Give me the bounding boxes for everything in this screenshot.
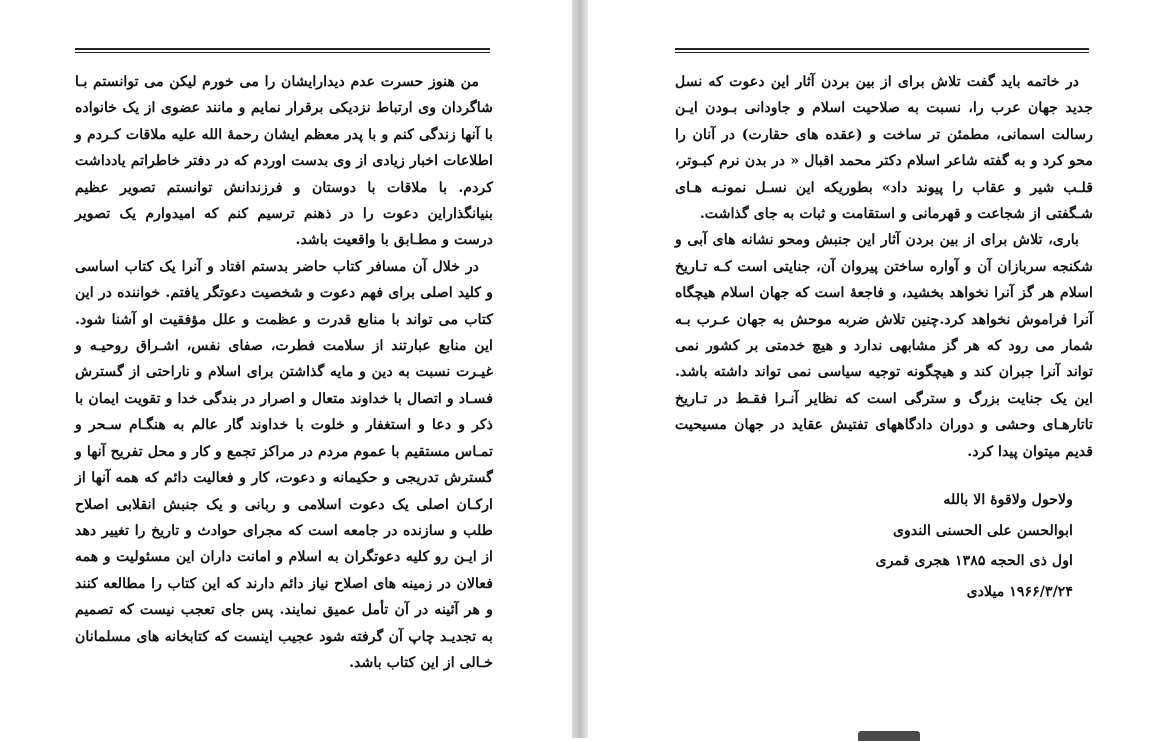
header-rule bbox=[75, 48, 490, 50]
paragraph: باری، تلاش برای از بین بردن آثار این جنبش ومحو نشانه های آبی و شکنجه سربازان آن و آواره ساختن پیروان آن، جنایتی است کـه تـاریخ اسلام هر گز آنرا نخواهد بخشید، و فاجعهٔ است که جهان اسلام هیچگاه آنرا فراموش نخواهد کرد.چنین تلاش ضربه موحش به جهان عـرب بـه شمار می رود که هر گز مشابهی ندارد و هیچ خدمتی بر کشور نمی تواند آنرا جبران کند و هیچگونه توجیه سیاسی نمی تواند داشته باشد. این یک جنایت بزرگ و سترگی است که نظایر آنـرا فقـط در تـاریخ تاتارهـای وحشی و دوران دادگاههای تفتیش عقاید در جهان مسیحیت قدیم میتوان پیدا کرد. bbox=[675, 232, 1093, 460]
left-page-text bbox=[75, 69, 493, 676]
page-gutter bbox=[572, 0, 588, 738]
right-page bbox=[588, 0, 1166, 738]
hijri-date: اول ذی الحجه ۱۳۸۵ هجری قمری bbox=[875, 553, 1073, 569]
closing-signature bbox=[738, 485, 1073, 607]
paragraph: در خلال آن مسافر کتاب حاضر بدستم افتاد و آنرا یک کتاب اساسی و کلید اصلی برای فهم دعوت و شخصیت دعوتگر یافتم. خواننده در این کتاب می تواند با منابع قدرت و عظمت و علل مؤفقیت او آشنا شود. این منابع عبارتند از سلامت فطرت، صفای نفس، اشـراق روحیـه و غیـرت نسبت به دین و مایه گذاشتن برای اسلام و ناراحتی از گسترش فسـاد و اتصال با خداوند متعال و اصرار در بندگی خدا و تقویت ایمان با ذکر و دعا و استغفار و خلوت با خداوند گار عالم به هنگـام سـحر و تمـاس مستقیم با عموم مردم در مراکز تجمع و کار و محل تفریح آنها و گسترش تدریجی و حکیمانه و دعوت، کار و فعالیت دائم که همه آنها از ارکـان اصلی یک دعوت اسلامی و ربانی و یک جنبش انقلابی اصلاح طلب و سازنده در جامعه است که مجرای حوادث و تاریخ را تغییر دهد از ایـن رو کلیه دعوتگران به اسلام و امانت داران این مسئولیت و همه فعالان در زمینه های اصلاح نیاز دائم دارند که این کتاب را مطالعه کنند و هر آئینه در آن تأمل عمیق نمایند. پس جای تعجب نیست که تصمیم به تجدیـد چاپ آن گرفته شود عجیب اینست که کتابخانه های مسلمانان خـالی از این کتاب باشد. bbox=[75, 258, 493, 671]
paragraph: من هنوز حسرت عدم دیدارایشان را می خورم لیکن می توانستم بـا شاگردان وی ارتباط نزدیکی برقرار نمایم و مانند عضوی از یک خانواده با آنها زندگی کنم و با پدر معظم ایشان رحمهٔ الله علیه ملاقات کـردم و اطلاعات اخبار زیادی از وی بدست اوردم که در دفتر خاطراتم یادداشت کردم. با ملاقات با دوستان و فرزندانش توانستم تصویر عظیم بنیانگذاراین دعوت را در ذهنم ترسیم کنم که امیدوارم یک تصویر درست و مطـابق با واقعیت باشد. bbox=[75, 74, 493, 249]
closing-line: ولاحول ولاقوهٔ الا بالله bbox=[943, 492, 1073, 508]
header-rule bbox=[675, 48, 1089, 50]
right-page-text bbox=[675, 69, 1093, 465]
scroll-handle[interactable] bbox=[858, 731, 920, 741]
paragraph: در خاتمه باید گفت تلاش برای از بین بردن آثار این دعوت که نسل جدید جهان عرب را، نسبت به صلاحیت اسلام و جاودانی بـودن ایـن رسالت اسمانی، مطمئن تر ساخت و (عقده های حقارت) در آنان را محو کرد و به گفته شاعر اسلام دکتر محمد اقبال « در بدن نرم کبـوتر، قلـب شیر و عقاب را پیوند داد» بطوریکه این نسـل نمونـه هـای شـگفتی از شجاعت و قهرمانی و استقامت و ثبات به جای گذاشت. bbox=[675, 74, 1093, 223]
left-page bbox=[0, 0, 572, 738]
author-name: ابوالحسن علی الحسنی الندوی bbox=[892, 522, 1073, 539]
gregorian-date: ۱۹۶۶/۳/۲۴ میلادی bbox=[966, 583, 1073, 600]
